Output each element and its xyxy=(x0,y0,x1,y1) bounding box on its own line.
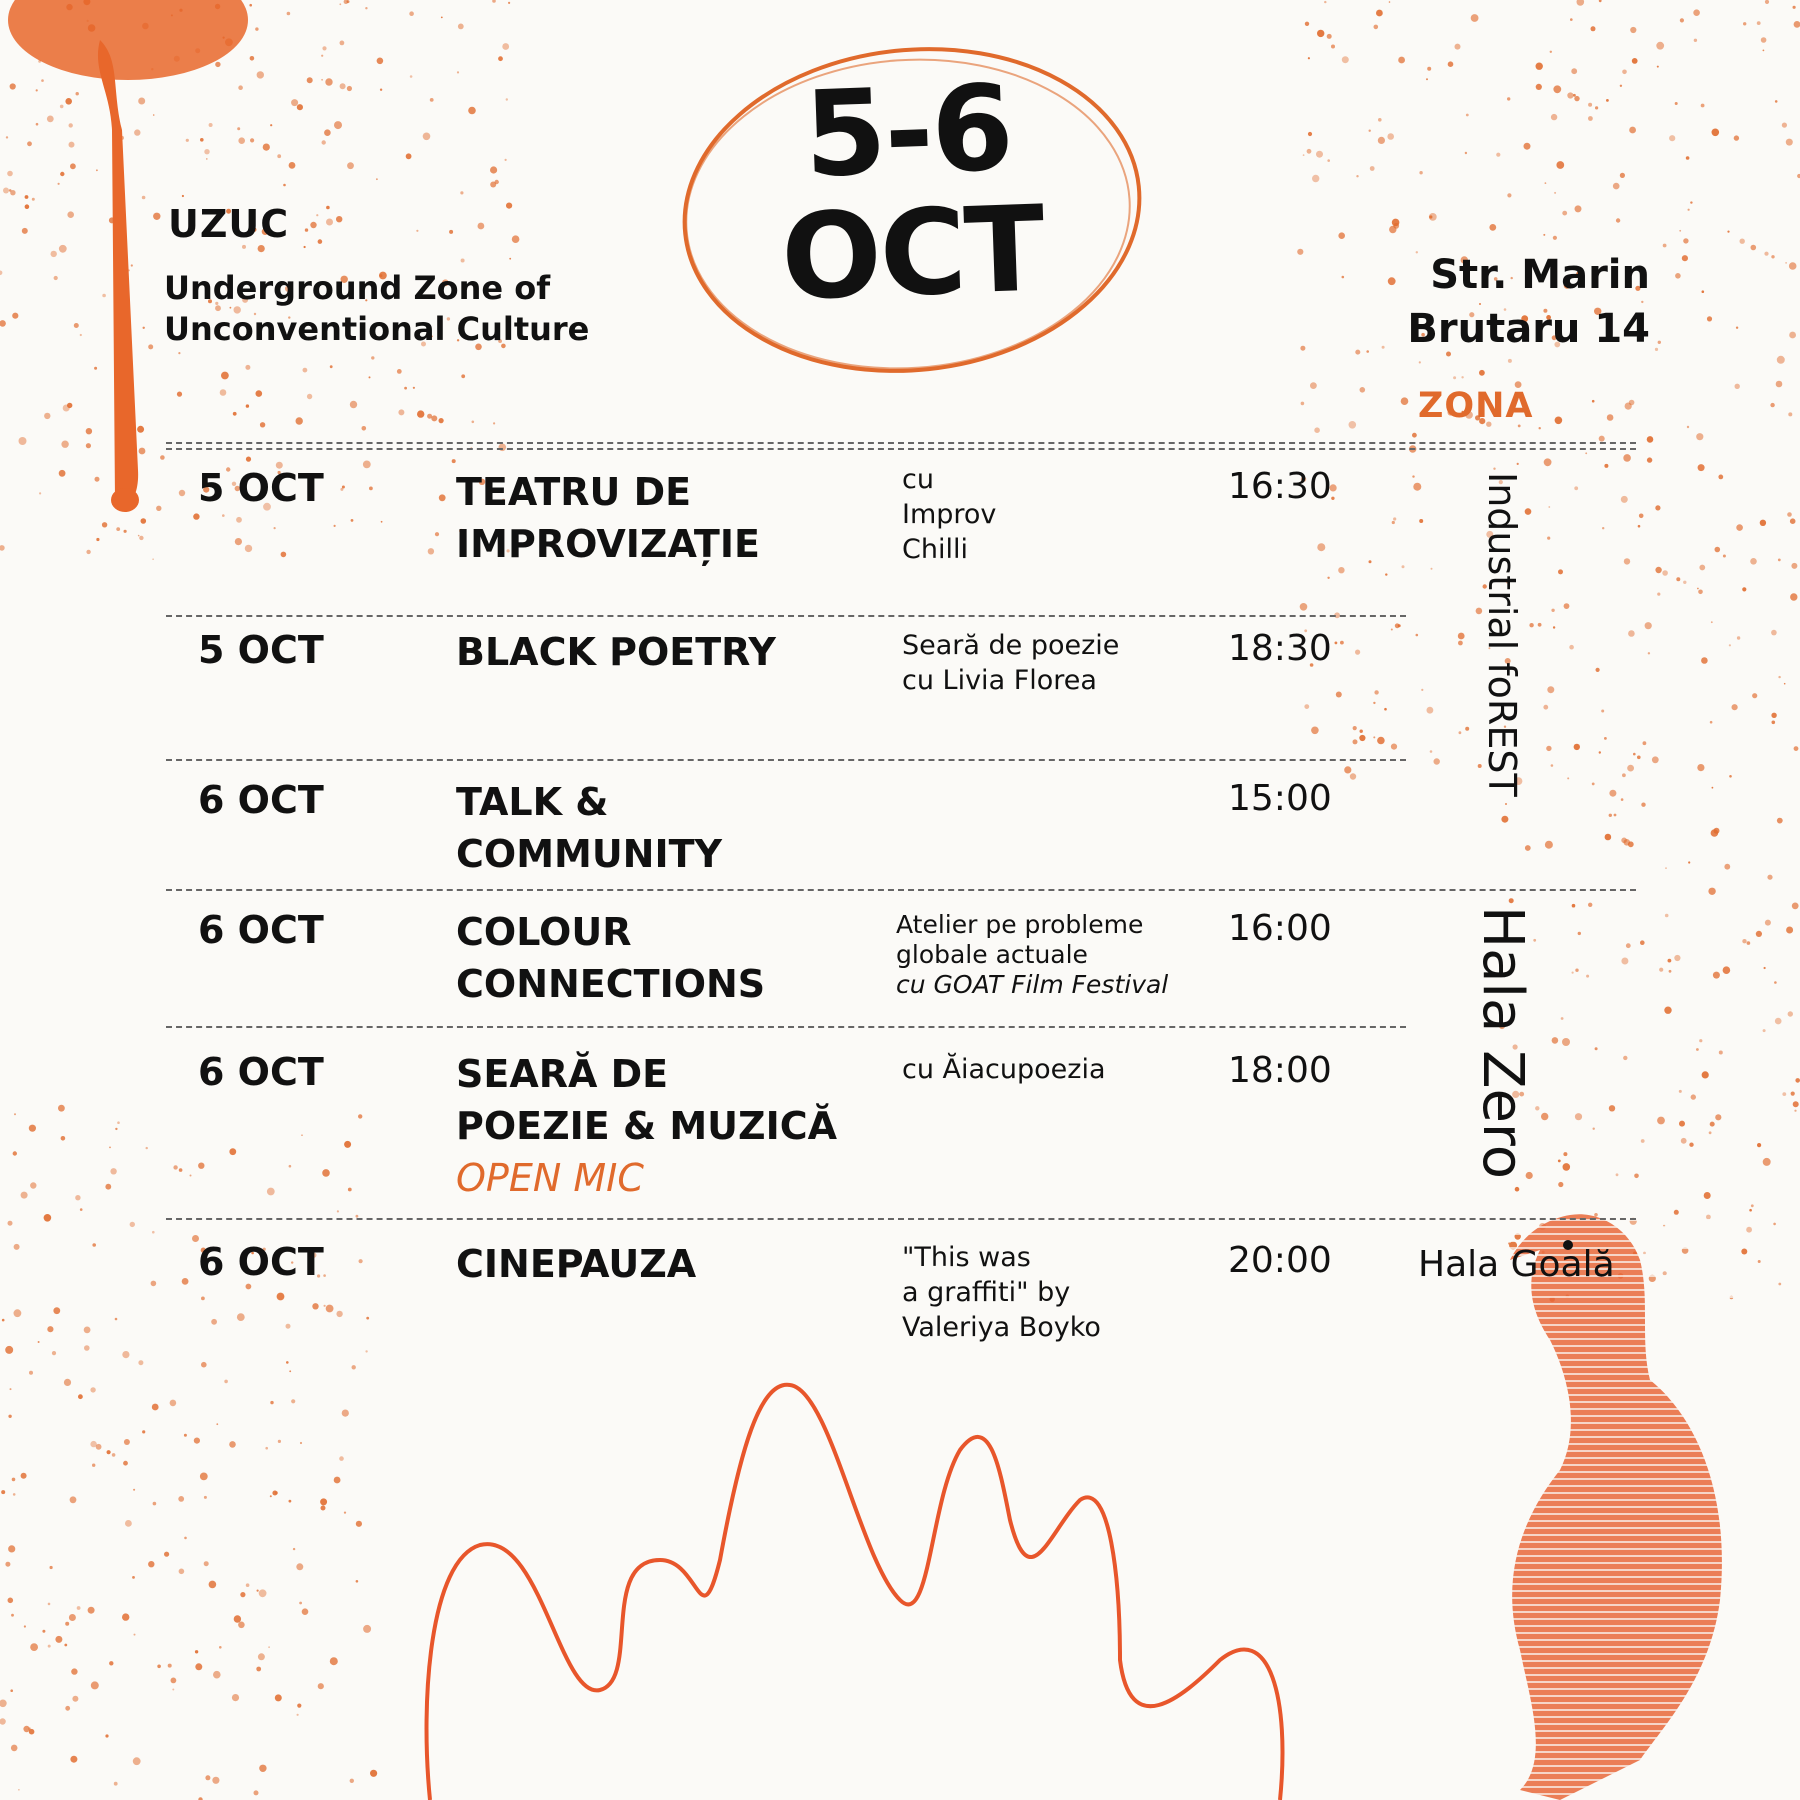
address-line-1: Str. Marin xyxy=(1430,252,1650,298)
event-title-line: POEZIE & MUZICĂ xyxy=(456,1104,838,1148)
event-date: 5 OCT xyxy=(198,466,324,510)
pigeon-illustration-icon xyxy=(1500,1214,1740,1800)
event-title xyxy=(456,626,776,678)
event-time: 15:00 xyxy=(1228,778,1332,819)
event-date: 6 OCT xyxy=(198,908,324,952)
event-title-line: TEATRU DE xyxy=(456,470,692,514)
separator xyxy=(166,442,1636,444)
dates-line-1: 5-6 xyxy=(801,58,1014,204)
event-dates xyxy=(756,58,1064,327)
event-detail-line: Atelier pe probleme xyxy=(896,910,1144,939)
event-date: 6 OCT xyxy=(198,1050,324,1094)
event-detail xyxy=(902,1052,1106,1087)
event-title-line: SEARĂ DE xyxy=(456,1052,669,1096)
separator xyxy=(166,448,1636,450)
event-title-line: COMMUNITY xyxy=(456,832,723,876)
event-title xyxy=(456,776,722,880)
event-detail-line: globale actuale xyxy=(896,940,1088,969)
separator xyxy=(166,759,1406,761)
venue-industrial-forest: Industrial foREST xyxy=(1480,472,1524,797)
event-detail-line: Improv xyxy=(902,499,997,530)
event-title xyxy=(456,906,765,1010)
event-time: 20:00 xyxy=(1228,1240,1332,1281)
org-name: UZUC xyxy=(168,202,290,246)
event-date: 6 OCT xyxy=(198,778,324,822)
event-detail-line: Valeriya Boyko xyxy=(902,1312,1101,1343)
spray-drip-icon xyxy=(8,0,248,512)
address-line-2: Brutaru 14 xyxy=(1407,306,1650,352)
event-detail-line: cu Ăiacupoezia xyxy=(902,1054,1106,1085)
event-title-line: CINEPAUZA xyxy=(456,1242,697,1286)
org-full-line-1: Underground Zone of xyxy=(164,269,551,307)
open-mic-label: OPEN MIC xyxy=(456,1156,644,1200)
event-detail-line: cu Livia Florea xyxy=(902,665,1097,696)
event-detail-line: cu GOAT Film Festival xyxy=(896,970,1169,999)
event-time: 18:30 xyxy=(1228,628,1332,669)
separator xyxy=(166,1026,1406,1028)
event-time: 16:30 xyxy=(1228,466,1332,507)
venue-hala-goala: Hala Goală xyxy=(1418,1244,1615,1285)
event-detail-line: "This was xyxy=(902,1242,1031,1273)
event-detail-line: Chilli xyxy=(902,534,968,565)
zona-label: ZONA xyxy=(1418,386,1534,426)
event-title-line: BLACK POETRY xyxy=(456,630,776,674)
event-title xyxy=(456,1238,696,1290)
org-full-line-2: Unconventional Culture xyxy=(164,310,590,348)
event-detail xyxy=(902,462,996,567)
venue-hala-zero: Hala Zero xyxy=(1470,906,1535,1179)
hand-scribble-icon xyxy=(427,1385,1283,1800)
event-detail-line: cu xyxy=(902,464,934,495)
dates-line-2: OCT xyxy=(779,179,1046,327)
separator xyxy=(166,889,1636,891)
event-title-line: TALK & xyxy=(456,780,609,824)
event-time: 18:00 xyxy=(1228,1050,1332,1091)
event-title-line: CONNECTIONS xyxy=(456,962,766,1006)
org-full-name xyxy=(164,268,589,350)
event-title-line: COLOUR xyxy=(456,910,632,954)
address xyxy=(1380,248,1650,356)
event-title xyxy=(456,466,760,570)
event-detail xyxy=(896,910,1168,1000)
event-title xyxy=(456,1048,837,1204)
event-title-line: IMPROVIZAȚIE xyxy=(456,522,760,566)
event-time: 16:00 xyxy=(1228,908,1332,949)
event-detail-line: a graffiti" by xyxy=(902,1277,1071,1308)
event-detail-line: Seară de poezie xyxy=(902,630,1120,661)
event-detail xyxy=(902,628,1119,698)
event-date: 6 OCT xyxy=(198,1240,324,1284)
separator xyxy=(166,1218,1636,1220)
event-detail xyxy=(902,1240,1101,1345)
event-date: 5 OCT xyxy=(198,628,324,672)
separator xyxy=(166,615,1406,617)
